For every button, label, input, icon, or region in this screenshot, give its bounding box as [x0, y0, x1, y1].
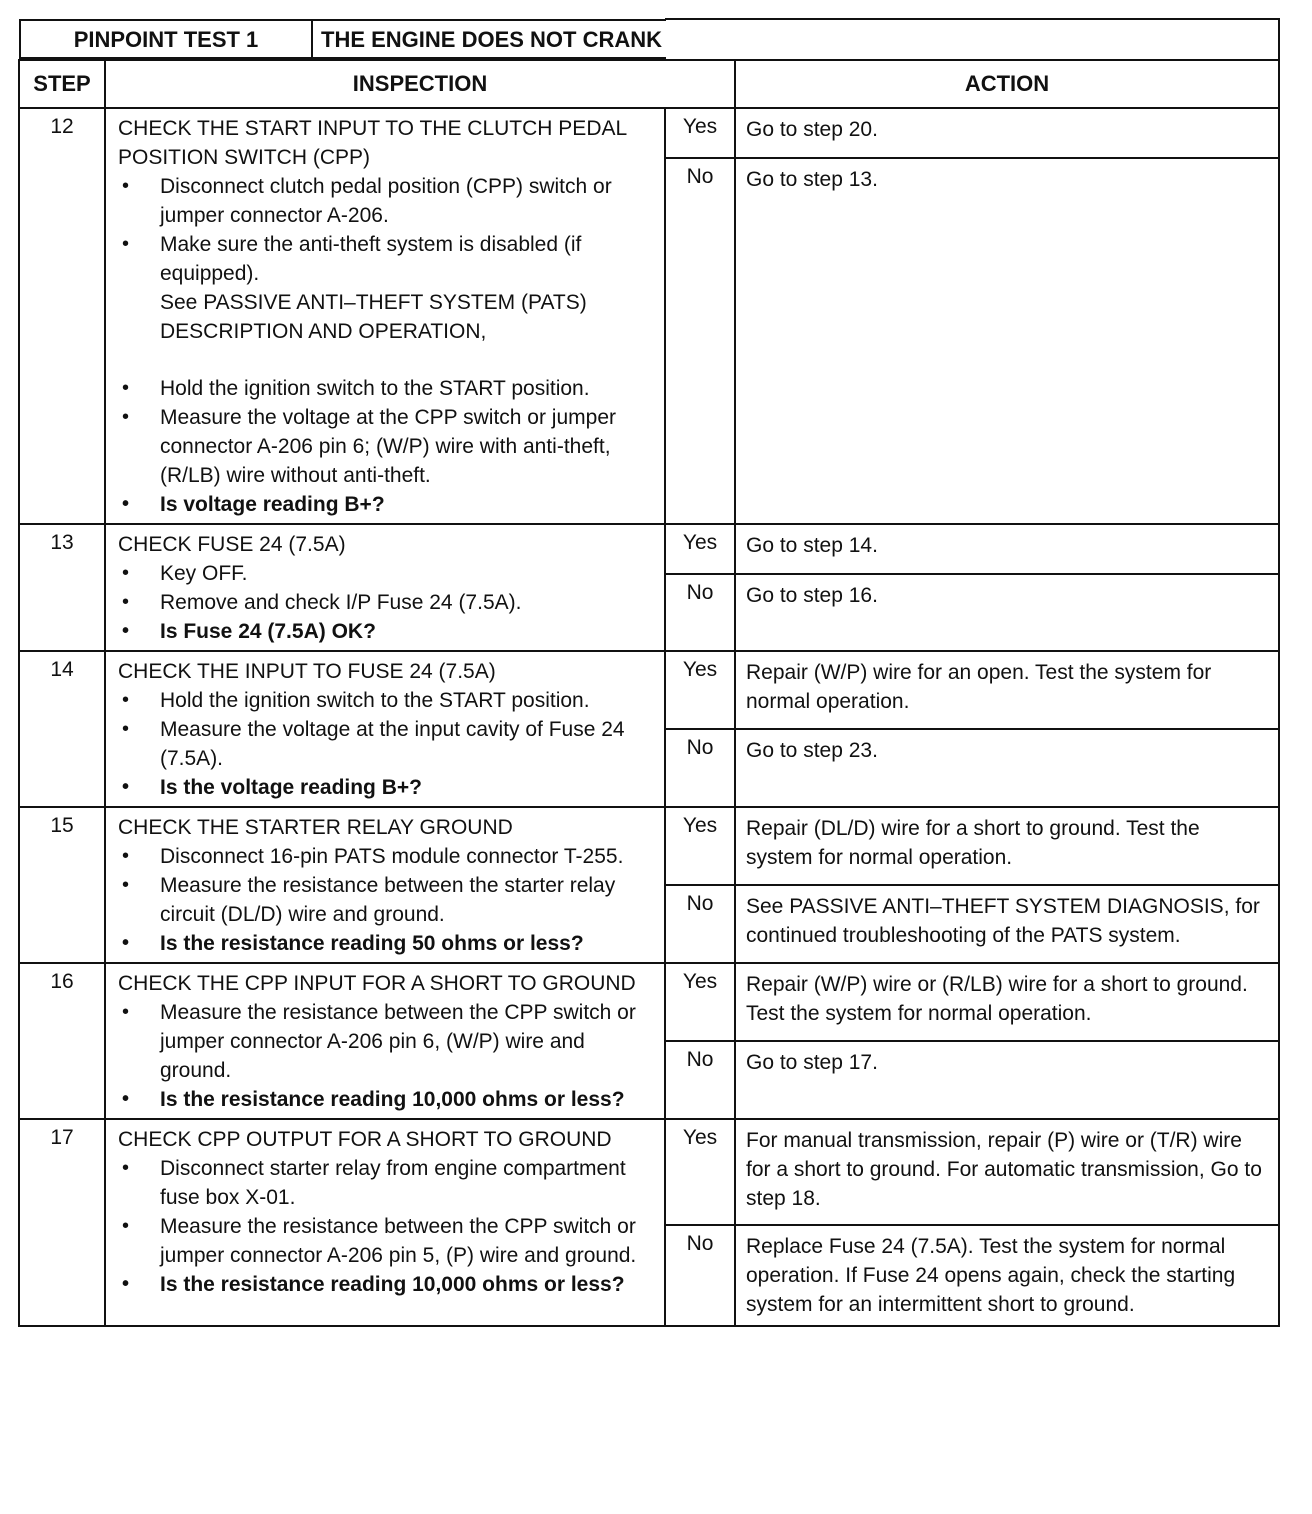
- test-header-row: [19, 19, 1279, 60]
- inspection-question: • Is the resistance reading 50 ohms or less?: [118, 929, 656, 958]
- yes-action: Repair (W/P) wire or (R/LB) wire for a short to ground. Test the system for normal operation.: [735, 963, 1279, 1041]
- inspection-cell: [105, 807, 665, 963]
- yes-action: For manual transmission, repair (P) wire or (T/R) wire for a short to ground. For automatic transmission, Go to step 18.: [735, 1119, 1279, 1225]
- step-row: [19, 651, 1279, 729]
- no-action: Go to step 23.: [735, 729, 1279, 807]
- pinpoint-table: [18, 18, 1280, 1327]
- inspection-bullet: • Measure the voltage at the CPP switch or jumper connector A-206 pin 6; (W/P) wire with anti-theft, (R/LB) wire without anti-theft.: [118, 403, 656, 490]
- inspection-cell: [105, 1119, 665, 1326]
- column-inspection: INSPECTION: [105, 60, 735, 108]
- step-row: [19, 524, 1279, 574]
- yes-action: Go to step 14.: [735, 524, 1279, 574]
- inspection-cell: [105, 651, 665, 807]
- step-number: 17: [19, 1119, 105, 1326]
- yes-label: Yes: [665, 963, 735, 1041]
- inspection-list: [118, 686, 656, 802]
- no-action: See PASSIVE ANTI–THEFT SYSTEM DIAGNOSIS, for continued troubleshooting of the PATS system.: [735, 885, 1279, 963]
- inspection-bullet: • Make sure the anti-theft system is disabled (if equipped).: [118, 230, 656, 288]
- inspection-list: [118, 842, 656, 958]
- no-action: Go to step 13.: [735, 158, 1279, 524]
- step-title: CHECK CPP OUTPUT FOR A SHORT TO GROUND: [118, 1128, 612, 1151]
- no-action: Go to step 17.: [735, 1041, 1279, 1119]
- step-row: [19, 807, 1279, 885]
- yes-action: Go to step 20.: [735, 108, 1279, 158]
- no-action: Replace Fuse 24 (7.5A). Test the system for normal operation. If Fuse 24 opens again, check the starting system for an intermittent short to ground.: [735, 1225, 1279, 1326]
- inspection-bullet: • Hold the ignition switch to the START position.: [118, 686, 656, 715]
- step-row: [19, 963, 1279, 1041]
- step-row: [19, 108, 1279, 158]
- inspection-cell: [105, 963, 665, 1119]
- pinpoint-test-sheet: [18, 18, 1278, 1327]
- inspection-bullet: • Disconnect starter relay from engine compartment fuse box X-01.: [118, 1154, 656, 1212]
- step-title: CHECK THE INPUT TO FUSE 24 (7.5A): [118, 660, 496, 683]
- step-number: 16: [19, 963, 105, 1119]
- test-title: THE ENGINE DOES NOT CRANK: [312, 20, 666, 58]
- inspection-question: • Is the resistance reading 10,000 ohms or less?: [118, 1270, 656, 1299]
- yes-label: Yes: [665, 524, 735, 574]
- yes-label: Yes: [665, 651, 735, 729]
- inspection-bullet: • Measure the resistance between the CPP switch or jumper connector A-206 pin 5, (P) wire and ground.: [118, 1212, 656, 1270]
- inspection-list: [118, 559, 656, 646]
- no-action: Go to step 16.: [735, 574, 1279, 651]
- step-title: CHECK THE START INPUT TO THE CLUTCH PEDAL POSITION SWITCH (CPP): [118, 117, 627, 169]
- inspection-list: [118, 172, 656, 519]
- yes-action: Repair (DL/D) wire for a short to ground. Test the system for normal operation.: [735, 807, 1279, 885]
- step-number: 12: [19, 108, 105, 524]
- inspection-bullet: • Hold the ignition switch to the START position.: [118, 374, 656, 403]
- inspection-question: • Is the resistance reading 10,000 ohms or less?: [118, 1085, 656, 1114]
- inspection-question: • Is Fuse 24 (7.5A) OK?: [118, 617, 656, 646]
- inspection-bullet: • Remove and check I/P Fuse 24 (7.5A).: [118, 588, 656, 617]
- no-label: No: [665, 729, 735, 807]
- no-label: No: [665, 574, 735, 651]
- inspection-bullet: • Measure the voltage at the input cavity of Fuse 24 (7.5A).: [118, 715, 656, 773]
- inspection-cell: [105, 524, 665, 651]
- step-number: 13: [19, 524, 105, 651]
- step-row: [19, 1119, 1279, 1225]
- step-title: CHECK FUSE 24 (7.5A): [118, 533, 346, 556]
- no-label: No: [665, 1041, 735, 1119]
- inspection-question: • Is voltage reading B+?: [118, 490, 656, 519]
- test-label: PINPOINT TEST 1: [20, 20, 312, 58]
- inspection-list: [118, 1154, 656, 1299]
- step-number: 15: [19, 807, 105, 963]
- yes-label: Yes: [665, 807, 735, 885]
- no-label: No: [665, 1225, 735, 1326]
- step-title: CHECK THE STARTER RELAY GROUND: [118, 816, 513, 839]
- yes-label: Yes: [665, 1119, 735, 1225]
- column-header-row: [19, 60, 1279, 108]
- inspection-bullet: • Key OFF.: [118, 559, 656, 588]
- inspection-cell: [105, 108, 665, 524]
- inspection-list: [118, 998, 656, 1114]
- yes-action: Repair (W/P) wire for an open. Test the system for normal operation.: [735, 651, 1279, 729]
- yes-label: Yes: [665, 108, 735, 158]
- inspection-bullet: See PASSIVE ANTI–THEFT SYSTEM (PATS) DESCRIPTION AND OPERATION,: [160, 291, 587, 343]
- inspection-question: • Is the voltage reading B+?: [118, 773, 656, 802]
- no-label: No: [665, 158, 735, 524]
- inspection-bullet: • Measure the resistance between the starter relay circuit (DL/D) wire and ground.: [118, 871, 656, 929]
- inspection-bullet: • Disconnect 16-pin PATS module connector T-255.: [118, 842, 656, 871]
- column-step: STEP: [19, 60, 105, 108]
- inspection-bullet: • Measure the resistance between the CPP switch or jumper connector A-206 pin 6, (W/P) wire and ground.: [118, 998, 656, 1085]
- no-label: No: [665, 885, 735, 963]
- step-number: 14: [19, 651, 105, 807]
- inspection-bullet: • Disconnect clutch pedal position (CPP) switch or jumper connector A-206.: [118, 172, 656, 230]
- column-action: ACTION: [735, 60, 1279, 108]
- step-title: CHECK THE CPP INPUT FOR A SHORT TO GROUND: [118, 972, 636, 995]
